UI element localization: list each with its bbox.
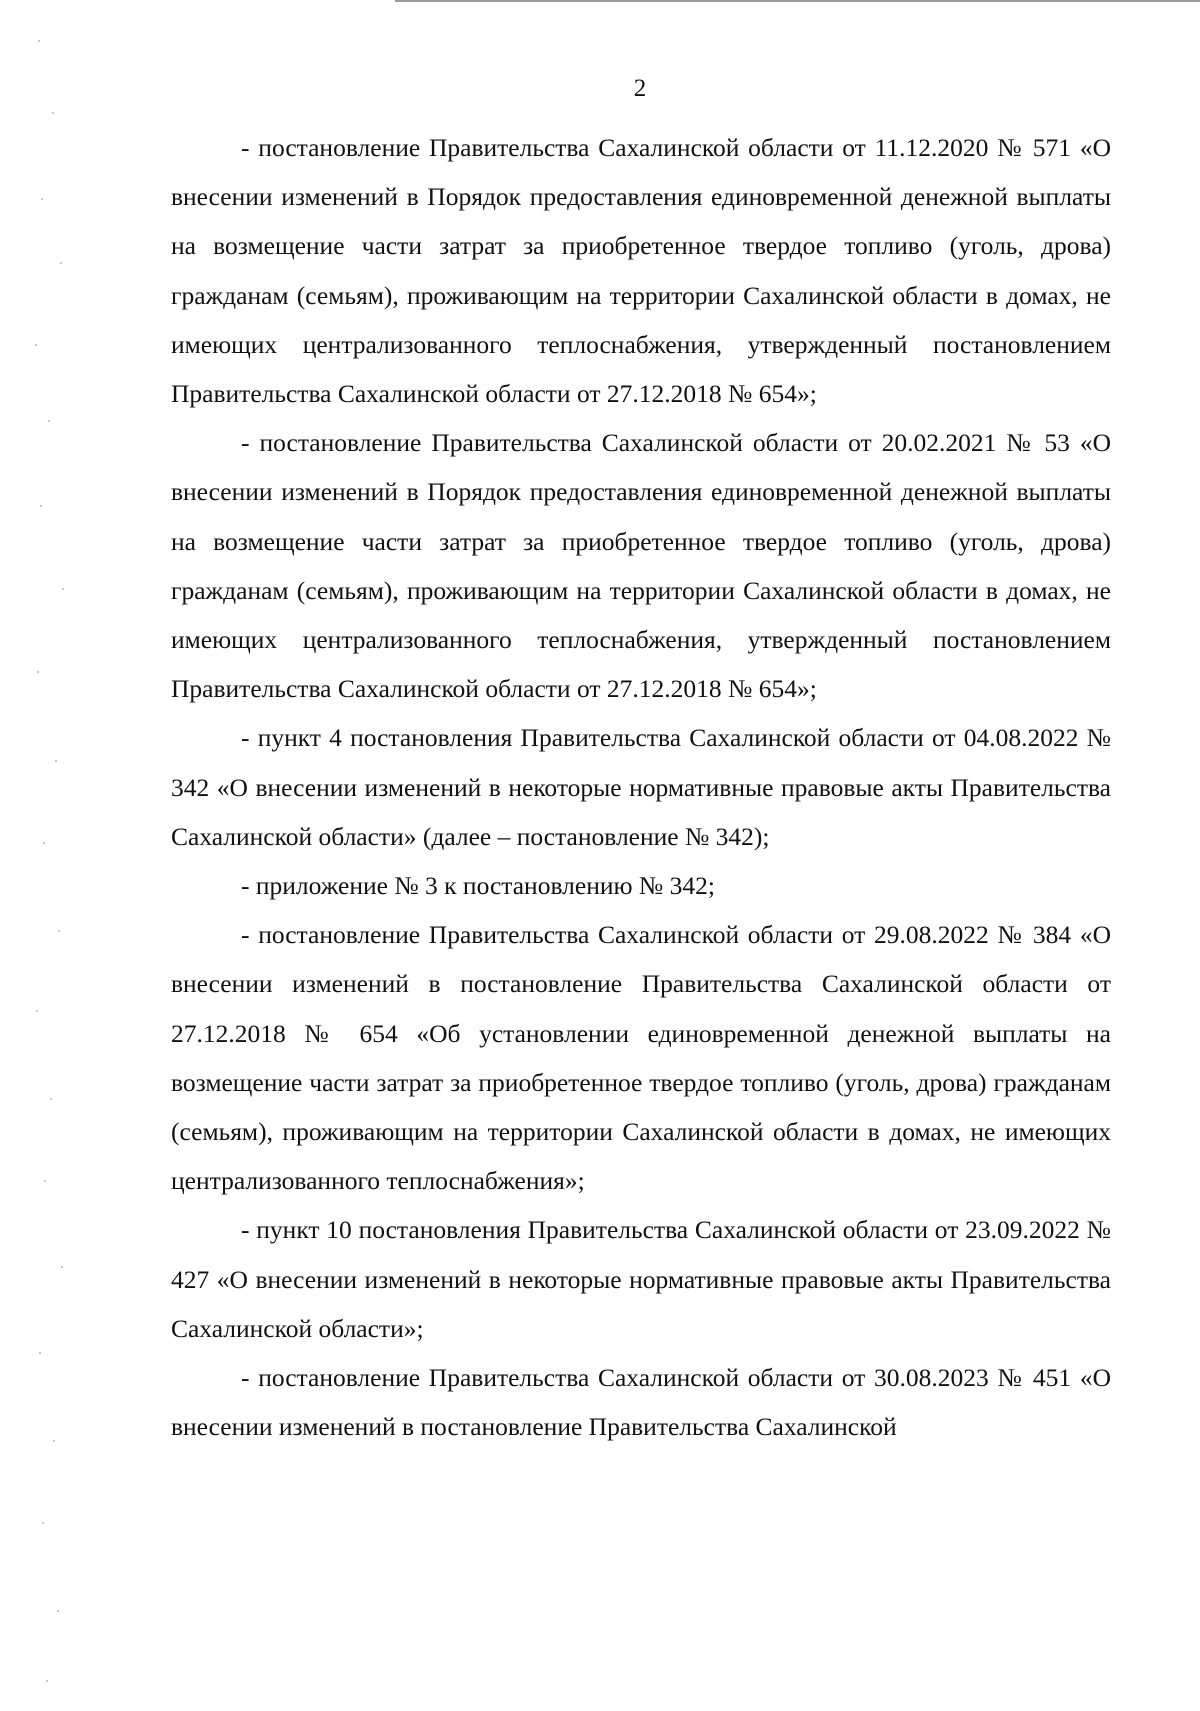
paragraph: - постановление Правительства Сахалинской области от 29.08.2022 № 384 «О внесении изменений в постановление Правительства Сахалинской области от 27.12.2018 № 654 «Об установлении единовременной денежной выплаты на возмещение части затрат за приобретенное твердое топливо (уголь, дрова) гражданам (семьям), проживающим на территории Сахалинской области в домах, не имеющих централизованного теплоснабжения»; [171, 920, 1111, 1196]
paragraph: - постановление Правительства Сахалинской области от 30.08.2023 № 451 «О внесении изменений в постановление Правительства Сахалинской [171, 1363, 1111, 1442]
document-body [171, 123, 1111, 1451]
paragraph: - приложение № 3 к постановлению № 342; [241, 871, 715, 901]
paragraph: - пункт 10 постановления Правительства Сахалинской области от 23.09.2022 № 427 «О внесении изменений в некоторые нормативные правовые акты Правительства Сахалинской области»; [171, 1215, 1111, 1343]
scan-top-edge-line [395, 0, 1200, 2]
paragraph: - постановление Правительства Сахалинской области от 20.02.2021 № 53 «О внесении изменений в Порядок предоставления единовременной денежной выплаты на возмещение части затрат за приобретенное твердое топливо (уголь, дрова) гражданам (семьям), проживающим на территории Сахалинской области в домах, не имеющих централизованного теплоснабжения, утвержденный постановлением Правительства Сахалинской области от 27.12.2018 № 654»; [171, 428, 1111, 704]
paragraph: - пункт 4 постановления Правительства Сахалинской области от 04.08.2022 № 342 «О внесении изменений в некоторые нормативные правовые акты Правительства Сахалинской области» (далее – постановление № 342); [171, 723, 1111, 851]
paragraph: - постановление Правительства Сахалинской области от 11.12.2020 № 571 «О внесении изменений в Порядок предоставления единовременной денежной выплаты на возмещение части затрат за приобретенное твердое топливо (уголь, дрова) гражданам (семьям), проживающим на территории Сахалинской области в домах, не имеющих централизованного теплоснабжения, утвержденный постановлением Правительства Сахалинской области от 27.12.2018 № 654»; [171, 133, 1111, 409]
page-number: 2 [633, 75, 647, 102]
